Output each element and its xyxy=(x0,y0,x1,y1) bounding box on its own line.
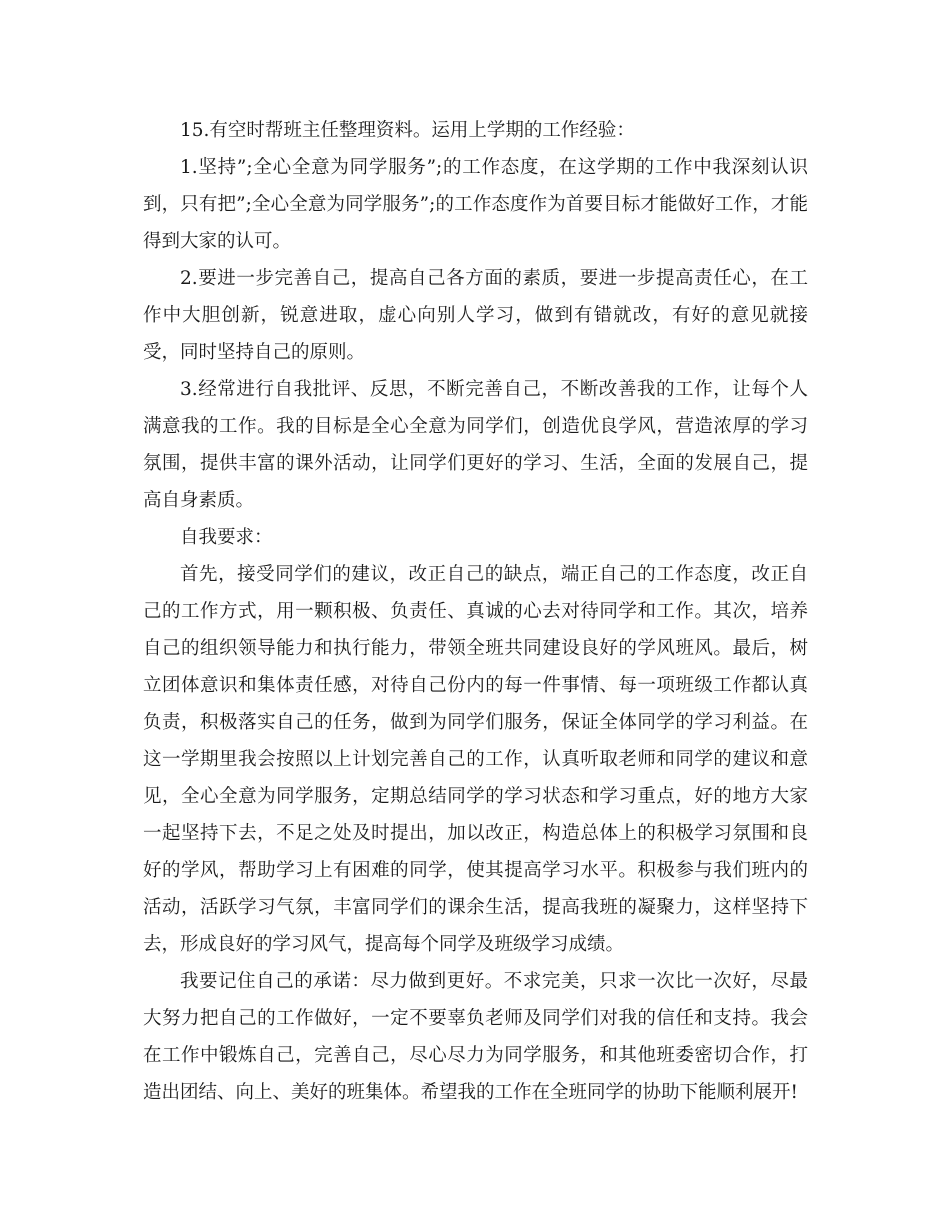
paragraph-self-requirements: 首先，接受同学们的建议，改正自己的缺点，端正自己的工作态度，改正自己的工作方式，用一颗积极、负责任、真诚的心去对待同学和工作。其次，培养自己的组织领导能力和执行能力，带领全班共同建设良好的学风班风。最后，树立团体意识和集体责任感，对待自己份内的每一件事情、每一项班级工作都认真负责，积极落实自己的任务，做到为同学们服务，保证全体同学的学习利益。在这一学期里我会按照以上计划完善自己的工作，认真听取老师和同学的建议和意见，全心全意为同学服务，定期总结同学的学习状态和学习重点，好的地方大家一起坚持下去，不足之处及时提出，加以改正，构造总体上的积极学习氛围和良好的学风，帮助学习上有困难的同学，使其提高学习水平。积极参与我们班内的活动，活跃学习气氛，丰富同学们的课余生活，提高我班的凝聚力，这样坚持下去，形成良好的学习风气，提高每个同学及班级学习成绩。 xyxy=(143,564,808,955)
paragraph-commitment: 我要记住自己的承诺：尽力做到更好。不求完美，只求一次比一次好，尽最大努力把自己的工作做好，一定不要辜负老师及同学们对我的信任和支持。我会在工作中锻炼自己，完善自己，尽心尽力为同学服务，和其他班委密切合作，打造出团结、向上、美好的班集体。希望我的工作在全班同学的协助下能顺利展开! xyxy=(143,971,808,1103)
section-heading-self-requirements: 自我要求： xyxy=(180,527,273,548)
paragraph-point-2: 2.要进一步完善自己，提高自己各方面的素质，要进一步提高责任心，在工作中大胆创新，锐意进取，虚心向别人学习，做到有错就改，有好的意见就接受，同时坚持自己的原则。 xyxy=(143,268,808,363)
paragraph-item-15: 15.有空时帮班主任整理资料。运用上学期的工作经验： xyxy=(180,120,635,141)
paragraph-point-1: 1.坚持”;全心全意为同学服务”;的工作态度，在这学期的工作中我深刻认识到，只有把”;全心全意为同学服务”;的工作态度作为首要目标才能做好工作，才能得到大家的认可。 xyxy=(143,157,808,252)
paragraph-point-3: 3.经常进行自我批评、反思，不断完善自己，不断改善我的工作，让每个人满意我的工作。我的目标是全心全意为同学们，创造优良学风，营造浓厚的学习氛围，提供丰富的课外活动，让同学们更好的学习、生活，全面的发展自己，提高自身素质。 xyxy=(143,379,808,511)
document-body xyxy=(143,112,808,1111)
